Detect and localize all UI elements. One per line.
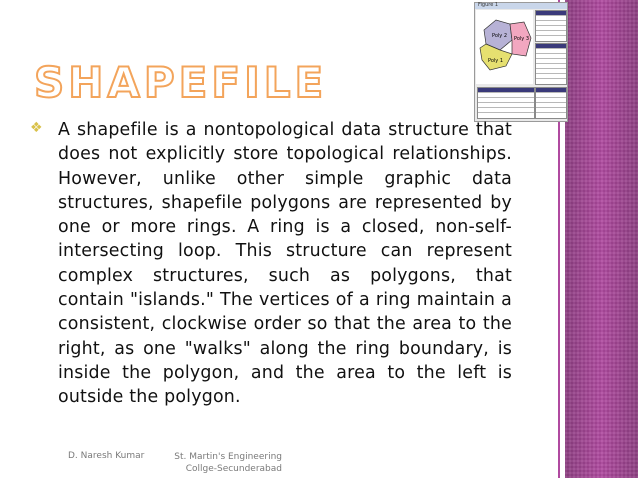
shapefile-figure [474,2,568,122]
poly2-label: Poly 2 [492,33,508,39]
slide-title: SHAPEFILE [34,58,328,107]
side-decorative-bar [565,0,638,478]
polygon-map-svg [476,10,533,84]
attribute-table-4 [535,87,567,119]
figure-title-bar [475,3,567,9]
footer-author: D. Naresh Kumar [68,451,145,461]
bullet-icon: ❖ [30,120,43,136]
bullet-text: A shapefile is a nontopological data structure that does not explicitly store topological relationships. However, unlike other simple graphic data structures, shapefile polygons are represented by one or more rings. A ring is a closed, non-self-intersecting loop. This structure can represent complex structures, such as polygons, that contain "islands." The vertices of a ring maintain a consistent, clockwise order so that the area to the right, as one "walks" along the ring boundary, is inside the polygon, and the area to the left is outside the polygon. [58,120,512,408]
attribute-table-2 [535,43,567,85]
figure-window-title: Figure 1 [478,2,499,8]
poly1-label: Poly 1 [488,58,504,64]
poly3-label: Poly 3 [514,36,530,42]
attribute-table-1 [535,10,567,42]
polygon-map [476,10,533,84]
slide-body [30,118,512,410]
footer-college: St. Martin's Engineering Collge-Secunderabad [174,452,282,474]
attribute-table-3 [477,87,535,119]
